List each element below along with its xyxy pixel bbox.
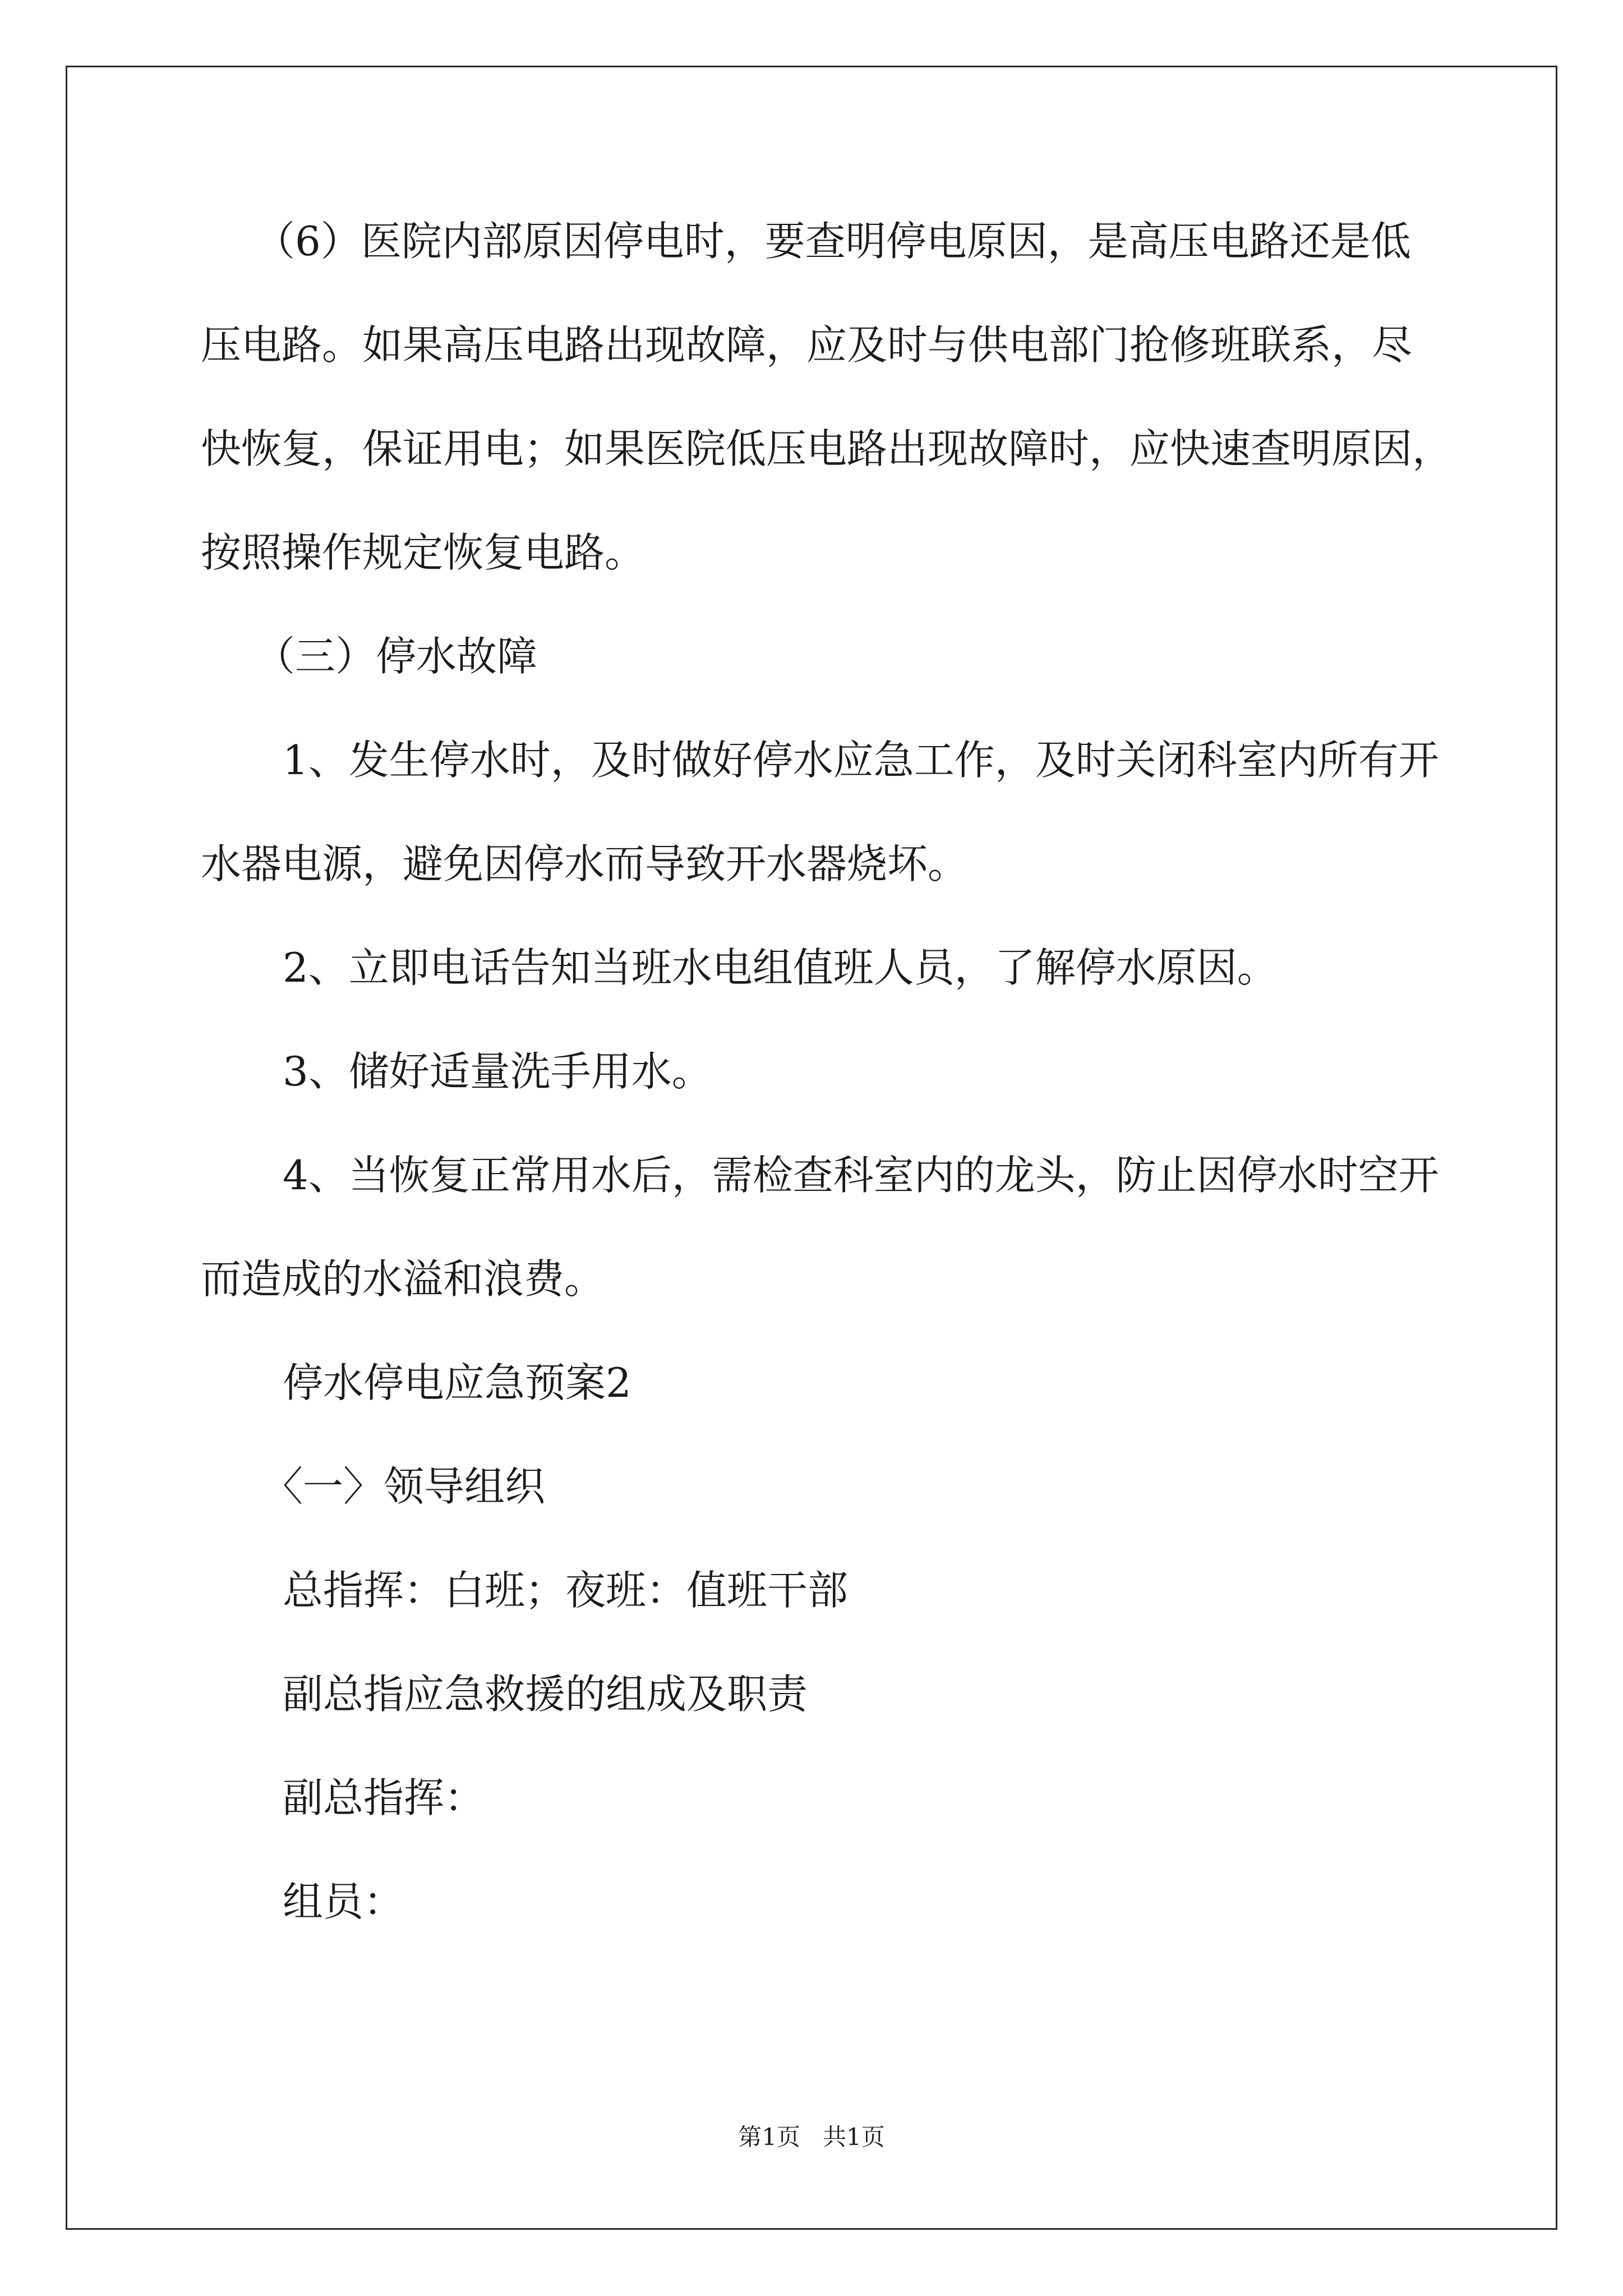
section-heading: （三）停水故障 [255, 633, 538, 680]
page-number: 第1页 共1页 [738, 2123, 885, 2151]
paragraph-line: 而造成的水溢和浪费。 [201, 1255, 605, 1303]
paragraph-line: 压电路。如果高压电路出现故障，应及时与供电部门抢修班联系，尽 [201, 321, 1413, 369]
paragraph-line: 3、储好适量洗手用水。 [283, 1048, 712, 1095]
section-heading: 〈一〉领导组织 [262, 1463, 546, 1510]
paragraph-line: 快恢复，保证用电；如果医院低压电路出现故障时，应快速查明原因， [201, 425, 1453, 472]
paragraph-line: 水器电源，避免因停水而导致开水器烧坏。 [201, 840, 969, 887]
paragraph-line: 副总指挥： [283, 1774, 485, 1821]
paragraph-line: 2、立即电话告知当班水电组值班人员，了解停水原因。 [283, 944, 1278, 991]
paragraph-line: 组员： [283, 1878, 404, 1925]
paragraph-line: 按照操作规定恢复电路。 [201, 529, 645, 576]
paragraph-line: （6）医院内部原因停电时，要查明停电原因，是高压电路还是低 [255, 218, 1411, 265]
paragraph-line: 1、发生停水时，及时做好停水应急工作，及时关闭科室内所有开 [283, 737, 1439, 784]
paragraph-line: 4、当恢复正常用水后，需检查科室内的龙头，防止因停水时空开 [283, 1152, 1439, 1199]
section-title: 停水停电应急预案2 [283, 1359, 631, 1406]
paragraph-line: 总指挥：白班；夜班：值班干部 [283, 1567, 849, 1614]
paragraph-line: 副总指应急救援的组成及职责 [283, 1671, 808, 1718]
